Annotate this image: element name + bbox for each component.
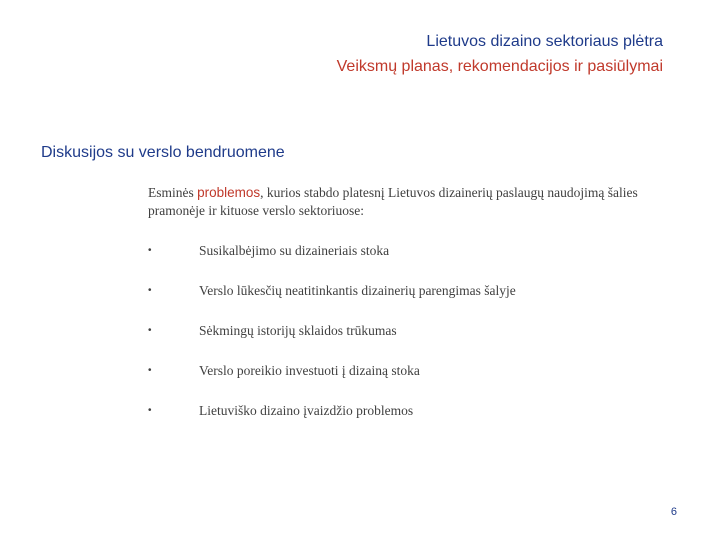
bullet-item	[148, 401, 668, 441]
bullet-item	[148, 321, 668, 361]
bullet-text: Verslo lūkesčių neatitinkantis dizainerių parengimas šalyje	[199, 283, 516, 298]
bullet-item	[148, 361, 668, 401]
slide-title: Lietuvos dizaino sektoriaus plėtra	[426, 33, 663, 50]
slide-subtitle: Veiksmų planas, rekomendacijos ir pasiūlymai	[336, 58, 663, 75]
bullet-icon: •	[148, 245, 152, 256]
bullet-icon: •	[148, 365, 152, 376]
section-title: Diskusijos su verslo bendruomene	[41, 144, 285, 161]
bullet-icon: •	[148, 325, 152, 336]
bullet-item	[148, 241, 668, 281]
intro-text-after: , kurios stabdo platesnį Lietuvos dizainerių paslaugų naudojimą šalies pramonėje ir kituose verslo sektoriuose:	[148, 185, 638, 218]
bullet-item	[148, 281, 668, 321]
intro-paragraph	[148, 184, 668, 220]
intro-highlight: problemos	[197, 185, 261, 200]
slide-header	[337, 29, 663, 79]
bullet-list	[148, 241, 668, 441]
bullet-icon: •	[148, 405, 152, 416]
bullet-text: Sėkmingų istorijų sklaidos trūkumas	[199, 323, 397, 338]
page-number: 6	[670, 506, 677, 518]
bullet-text: Lietuviško dizaino įvaizdžio problemos	[199, 403, 414, 418]
intro-text-before: Esminės	[148, 185, 198, 200]
bullet-text: Verslo poreikio investuoti į dizainą stoka	[199, 363, 420, 378]
bullet-text: Susikalbėjimo su dizaineriais stoka	[199, 243, 390, 258]
bullet-icon: •	[148, 285, 152, 296]
